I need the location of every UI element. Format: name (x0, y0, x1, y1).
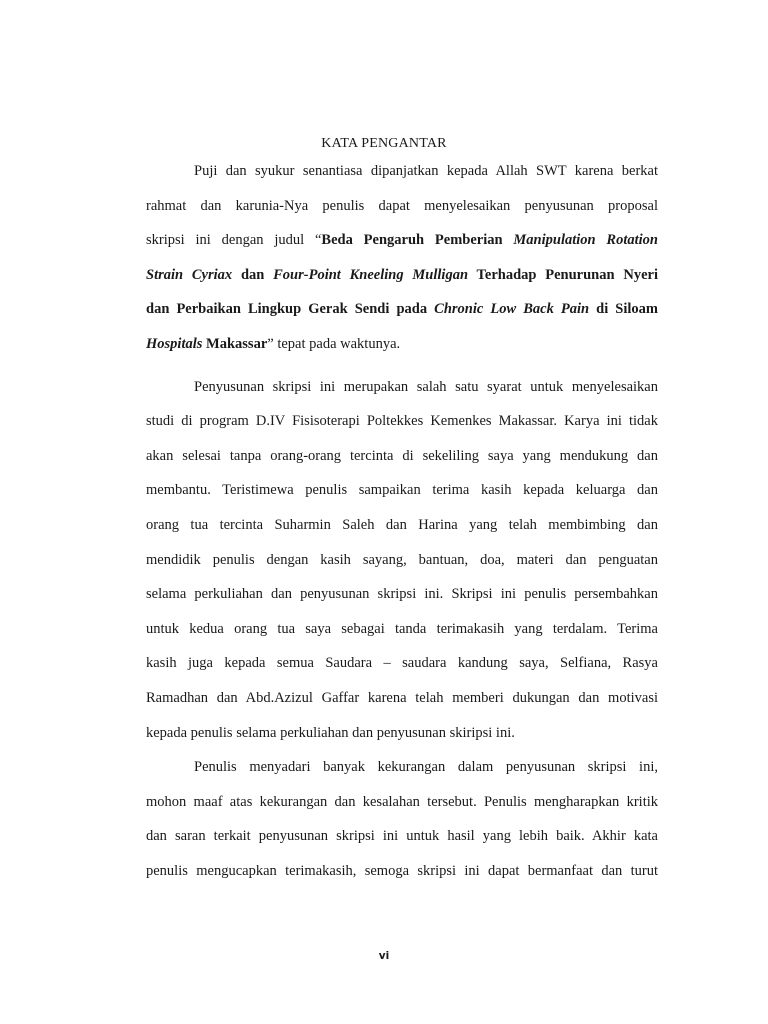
page-number: vi (378, 950, 390, 962)
italic-text: Manipulation Rotation (513, 232, 658, 249)
bold-text: Terhadap Penurunan Nyeri (468, 266, 658, 283)
bold-italic-text (146, 267, 232, 283)
paragraph-gap (146, 366, 658, 374)
italic-text: Strain Cyriax (146, 266, 233, 283)
bold-italic-text (513, 232, 658, 248)
text-run: ” tepat pada waktunya. (267, 335, 401, 352)
paragraph-line: orang tua tercinta Suharmin Saleh dan Harina yang telah membimbing dan (146, 516, 658, 533)
paragraph-line: membantu. Teristimewa penulis sampaikan terima kasih kepada keluarga dan (146, 482, 658, 499)
paragraph-line: Puji dan syukur senantiasa dipanjatkan kepada Allah SWT karena berkat (194, 163, 658, 179)
section-heading: KATA PENGANTAR (321, 136, 447, 151)
body-text (146, 158, 658, 892)
italic-text: Four-Point Kneeling Mulligan (273, 266, 469, 283)
paragraph-line: Penulis menyadari banyak kekurangan dalam penyusunan skripsi ini, (194, 759, 658, 776)
paragraph-line: Ramadhan dan Abd.Azizul Gaffar karena telah memberi dukungan dan motivasi (146, 689, 658, 706)
bold-text: dan Perbaikan Lingkup Gerak Sendi pada (146, 301, 435, 318)
paragraph-line: mendidik penulis dengan kasih sayang, bantuan, doa, materi dan penguatan (146, 551, 658, 568)
paragraph-line: kasih juga kepada semua Saudara – saudara kandung saya, Selfiana, Rasya (146, 655, 658, 672)
paragraph-line (146, 227, 658, 262)
paragraph-3 (146, 754, 658, 892)
paragraph-1 (146, 158, 658, 366)
paragraph-line: kepada penulis selama perkuliahan dan penyusunan skiripsi ini. (146, 724, 515, 741)
paragraph-2 (146, 374, 658, 755)
bold-italic-text (146, 336, 202, 352)
paragraph-line (146, 296, 658, 331)
paragraph-line: mohon maaf atas kekurangan dan kesalahan tersebut. Penulis mengharapkan kritik (146, 793, 658, 810)
text-run: skripsi ini dengan judul “ (146, 232, 322, 249)
bold-italic-text (273, 267, 468, 283)
paragraph-line (146, 262, 658, 297)
bold-text: Beda Pengaruh Pemberian (321, 232, 514, 249)
paragraph-line: rahmat dan karunia-Nya penulis dapat menyelesaikan penyusunan proposal (146, 197, 658, 214)
italic-text: Hospitals (146, 335, 203, 352)
paragraph-line: dan saran terkait penyusunan skripsi ini untuk hasil yang lebih baik. Akhir kata (146, 828, 658, 845)
italic-text: Chronic Low Back Pain (434, 301, 590, 318)
bold-italic-text (434, 301, 589, 317)
bold-text: Makassar (202, 335, 268, 352)
paragraph-line: studi di program D.IV Fisisoterapi Poltekkes Kemenkes Makassar. Karya ini tidak (146, 413, 658, 430)
paragraph-line: penulis mengucapkan terimakasih, semoga skripsi ini dapat bermanfaat dan turut (146, 862, 658, 879)
bold-text: dan (232, 266, 274, 283)
paragraph-line: Penyusunan skripsi ini merupakan salah satu syarat untuk menyelesaikan (194, 378, 658, 395)
paragraph-line: untuk kedua orang tua saya sebagai tanda terimakasih yang terdalam. Terima (146, 620, 658, 637)
paragraph-line (146, 331, 658, 366)
bold-text: di Siloam (589, 301, 658, 318)
paragraph-line: akan selesai tanpa orang-orang tercinta di sekeliling saya yang mendukung dan (146, 447, 658, 464)
paragraph-line: selama perkuliahan dan penyusunan skripsi ini. Skripsi ini penulis persembahkan (146, 586, 658, 603)
